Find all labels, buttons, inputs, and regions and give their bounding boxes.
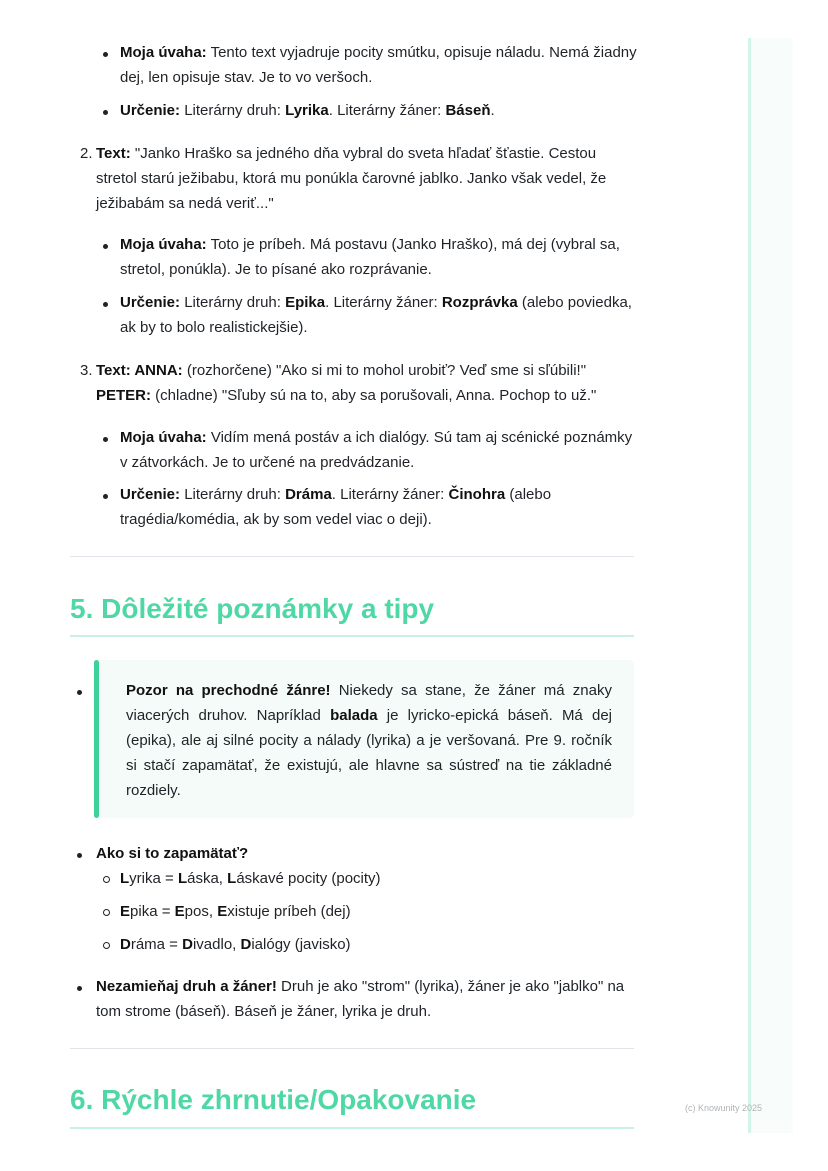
list-item-c1	[126, 678, 612, 803]
list-item-b8	[96, 974, 636, 1024]
bold-text: Určenie:	[120, 102, 181, 119]
section-heading-5: 5. Dôležité poznámky a tipy	[70, 593, 435, 624]
list-number: 3.	[80, 362, 93, 379]
text: yrika =	[129, 870, 178, 887]
text: pos,	[184, 903, 218, 920]
bullet-marker	[103, 244, 108, 249]
text: je lyricko-epická báseň. Má dej (epika), ale aj silné pocity a nálady (lyrika) a je veršovaná. Pre 9. ročník si stačí zapamätať, že existujú, ale hlavne sa sústreď na tie základné rozdiely.	[126, 707, 612, 799]
list-number: 2.	[80, 145, 93, 162]
text: ráma =	[130, 936, 183, 953]
bold-text: Lyrika	[285, 102, 329, 119]
bold-text: Nezamieňaj druh a žáner!	[96, 978, 277, 995]
list-item-b3	[120, 232, 640, 282]
copyright: (c) Knowunity 2025	[685, 1103, 763, 1113]
bullet-marker	[77, 986, 82, 991]
text: . Literárny žáner:	[328, 102, 446, 119]
bold-text: Moja úvaha:	[120, 44, 207, 61]
section-heading-6: 6. Rýchle zhrnutie/Opakovanie	[70, 1084, 477, 1115]
bold-text: Dráma	[285, 486, 332, 503]
text: xistuje príbeh (dej)	[227, 903, 351, 920]
bold-text: PETER:	[96, 387, 152, 404]
bold-text: Moja úvaha:	[120, 236, 207, 253]
bullet-marker	[103, 437, 108, 442]
bullet-marker	[77, 690, 82, 695]
list-item-n3	[96, 358, 641, 408]
list-item-b2	[120, 98, 640, 123]
sub-bullet-marker	[103, 942, 110, 949]
text: ivadlo,	[192, 936, 241, 953]
bullet-marker	[103, 302, 108, 307]
text: (chladne) "Sľuby sú na to, aby sa porušovali, Anna. Pochop to už."	[151, 387, 597, 404]
list-item-b6	[120, 482, 640, 532]
list-item-b1	[120, 40, 640, 90]
bold-text: Činohra	[448, 486, 506, 503]
text: Druh je ako "strom" (lyrika), žáner je ako "jablko" na tom strome (báseň). Báseň je žáner, lyrika je druh.	[96, 978, 625, 1020]
bold-text: balada	[330, 707, 378, 724]
bullet-marker	[103, 110, 108, 115]
list-item-b5	[120, 425, 640, 475]
bold-text: Báseň	[445, 102, 491, 119]
text: Tento text vyjadruje pocity smútku, opisuje náladu. Nemá žiadny dej, len opisuje stav. Je to vo veršoch.	[120, 44, 637, 86]
bold-text: L	[227, 870, 237, 887]
bold-text: Ako si to zapamätať?	[96, 845, 249, 862]
bold-text: D	[120, 936, 131, 953]
text: Literárny druh:	[180, 294, 286, 311]
bold-text: Určenie:	[120, 486, 181, 503]
list-item-s3	[120, 932, 640, 957]
list-item-s1	[120, 866, 640, 891]
text: .	[490, 102, 495, 119]
text: áska,	[187, 870, 228, 887]
bold-text: L	[177, 870, 188, 887]
text: Vidím mená postáv a ich dialógy. Sú tam aj scénické poznámky v zátvorkách. Je to určené na predvádzanie.	[120, 429, 633, 471]
text: Literárny druh:	[180, 486, 286, 503]
bold-text: Epika	[285, 294, 326, 311]
text: (alebo tragédia/komédia, ak by som vedel viac o deji).	[120, 486, 552, 528]
sub-bullet-marker	[103, 876, 110, 883]
text: "Janko Hraško sa jedného dňa vybral do sveta hľadať šťastie. Cestou stretol starú ježibabu, ktorá mu ponúkla čarovné jablko. Janko však vedel, že ježibabám sa nedá veriť..."	[96, 145, 607, 212]
text: pika =	[130, 903, 175, 920]
text: . Literárny žáner:	[325, 294, 442, 311]
bullet-marker	[77, 853, 82, 858]
bullet-marker	[103, 52, 108, 57]
bold-text: Moja úvaha:	[120, 429, 207, 446]
bold-text: Text:	[96, 145, 131, 162]
text: (rozhorčene) "Ako si mi to mohol urobiť? Veď sme si sľúbili!"	[182, 362, 587, 379]
bold-text: Určenie:	[120, 294, 181, 311]
bold-text: E	[174, 903, 185, 920]
text: . Literárny žáner:	[331, 486, 449, 503]
bold-text: D	[240, 936, 252, 953]
list-item-s2	[120, 899, 640, 924]
bold-text: E	[120, 903, 131, 920]
bold-text: Pozor na prechodné žánre!	[126, 682, 331, 699]
bold-text: Rozprávka	[441, 294, 518, 311]
bullet-marker	[103, 494, 108, 499]
bold-text: D	[182, 936, 193, 953]
bold-text: Text: ANNA:	[96, 362, 183, 379]
list-item-b7	[96, 841, 636, 866]
text: Niekedy sa stane, že žáner má znaky viacerých druhov. Napríklad	[126, 682, 612, 724]
sub-bullet-marker	[103, 909, 110, 916]
text: Toto je príbeh. Má postavu (Janko Hraško), má dej (vybral sa, stretol, ponúkla). Je to písané ako rozprávanie.	[120, 236, 620, 278]
text: Literárny druh:	[180, 102, 286, 119]
bold-text: E	[217, 903, 228, 920]
list-item-b4	[120, 290, 640, 340]
bold-text: L	[120, 870, 130, 887]
text: áskavé pocity (pocity)	[236, 870, 381, 887]
text: (alebo poviedka, ak by to bolo realistickejšie).	[120, 294, 632, 336]
text: ialógy (javisko)	[251, 936, 351, 953]
list-item-n2	[96, 141, 641, 216]
